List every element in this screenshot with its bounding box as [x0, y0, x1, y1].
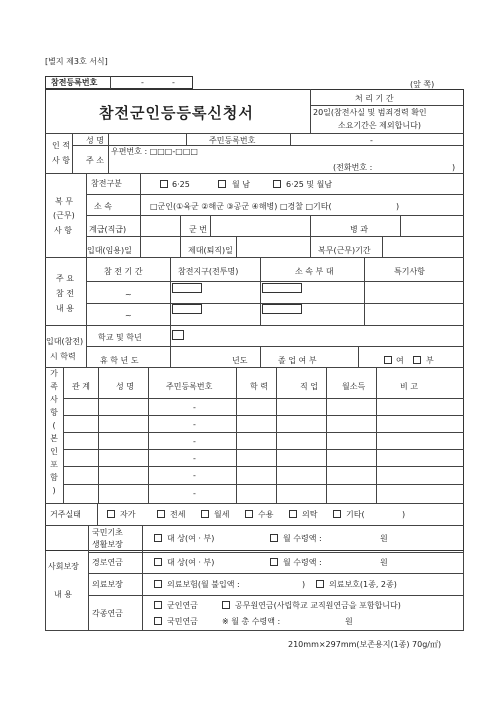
unit-code-boxes[interactable]	[262, 304, 302, 314]
graduation-label: 졸 업 여 부	[278, 356, 317, 365]
participation-header: 특기사항	[394, 267, 425, 276]
residence-close: )	[402, 510, 406, 519]
address-label: 주 소	[86, 156, 104, 165]
personal-section-label: 인 적	[52, 141, 70, 150]
elderly-amount-checkbox[interactable]	[270, 558, 278, 566]
participation-section-label: 주 요	[56, 274, 74, 283]
military-pension-checkbox[interactable]	[154, 601, 162, 609]
graduated-no-checkbox[interactable]	[413, 356, 421, 364]
residence-dependent-checkbox[interactable]	[289, 510, 297, 518]
residence-facility-checkbox[interactable]	[245, 510, 253, 518]
service-period-label: 복무(근무)기간	[318, 246, 371, 255]
participation-header: 소 속 부 대	[295, 267, 334, 276]
year-label: 년도	[232, 356, 248, 365]
affiliation-close: )	[396, 202, 400, 211]
participation-header: 참전지구(전투명)	[178, 267, 239, 276]
service-category-label: 참전구분	[91, 179, 122, 188]
family-rrn-dash: -	[193, 437, 196, 446]
family-rrn-dash: -	[193, 489, 196, 498]
rrn-label: 주민등록번호	[209, 136, 256, 145]
participation-section-label: 참 전	[56, 289, 74, 298]
family-header: 주민등록번호	[166, 382, 213, 391]
name-field[interactable]	[109, 134, 185, 143]
family-section-label: 가 족 사 항 ( 본 인 포 함 )	[50, 369, 58, 495]
family-header: 학 력	[250, 382, 268, 391]
residence-option: 월세	[214, 510, 230, 519]
basic-target-checkbox[interactable]	[154, 534, 162, 542]
affiliation-label: 소 속	[94, 202, 112, 211]
category-option: 6·25	[172, 180, 190, 189]
processing-period-label: 처 리 기 간	[355, 94, 394, 103]
residence-option: 자가	[120, 510, 136, 519]
school-code-box[interactable]	[172, 330, 184, 340]
medical-insurance-checkbox[interactable]	[154, 580, 162, 588]
basic-living-label: 생활보장	[92, 540, 123, 549]
rrn-dash: -	[370, 136, 373, 145]
family-header: 직 업	[300, 382, 318, 391]
elderly-won: 원	[380, 558, 388, 567]
leave-year-label: 휴 학 년 도	[100, 356, 139, 365]
period-tilde: ~	[125, 311, 132, 320]
participation-section-label: 내 용	[56, 304, 74, 313]
residence-monthly-checkbox[interactable]	[201, 510, 209, 518]
paper-spec-footer: 210mm×297mm(보존용지(1종) 70g/㎡)	[288, 640, 442, 649]
basic-living-label: 국민기초	[92, 528, 123, 537]
service-number-label: 군 번	[189, 225, 207, 234]
residence-own-checkbox[interactable]	[107, 510, 115, 518]
medical-aid-label: 의료보호(1종, 2종)	[329, 580, 397, 589]
residence-label: 거주실태	[50, 510, 81, 519]
personal-section-label: 사 항	[52, 156, 70, 165]
district-code-boxes[interactable]	[172, 283, 202, 293]
civil-pension-label: 공무원연금(사립학교 교직원연금을 포함합니다)	[235, 601, 401, 610]
registration-number-dash: -	[172, 78, 175, 87]
family-header: 성 명	[116, 382, 134, 391]
postal-code-field[interactable]: 우편번호 : □□□-□□□	[111, 147, 198, 156]
page-side-label: (앞 쪽)	[410, 80, 435, 89]
checkbox-vietnam[interactable]	[218, 180, 226, 188]
enlist-date-label: 입대(임용)일	[87, 246, 132, 255]
form-title: 참전군인등등록신청서	[99, 104, 254, 122]
residence-other-checkbox[interactable]	[333, 510, 341, 518]
basic-target-label: 대 상(여 · 부)	[167, 534, 215, 543]
unit-code-boxes[interactable]	[262, 283, 302, 293]
pension-label: 각종연금	[92, 609, 123, 618]
national-pension-label: 국민연금	[167, 617, 198, 626]
category-option: 월 남	[232, 180, 250, 189]
phone-close: )	[452, 163, 456, 172]
checkbox-both[interactable]	[273, 180, 281, 188]
medical-insurance-label: 의료보험(월 불입액 :	[167, 580, 240, 589]
category-option: 6·25 및 월남	[286, 180, 333, 189]
education-section-label: 입대(참전)	[46, 337, 84, 346]
residence-jeonse-checkbox[interactable]	[157, 510, 165, 518]
elderly-pension-label: 경로연금	[92, 558, 123, 567]
processing-period-line2: 소요기간은 제외합니다)	[338, 121, 421, 130]
registration-number-label: 참전등록번호	[51, 78, 98, 87]
affiliation-options[interactable]: □군인(①육군 ②해군 ③공군 ④해병) □경찰 □기타(	[150, 202, 332, 211]
national-pension-checkbox[interactable]	[154, 617, 162, 625]
form-number-label: [별지 제3호 서식]	[45, 57, 108, 66]
discharge-date-label: 제대(퇴직)일	[188, 246, 233, 255]
service-section-label: (근무)	[53, 211, 75, 220]
elderly-target-checkbox[interactable]	[154, 558, 162, 566]
residence-option: 의탁	[302, 510, 318, 519]
family-header: 비 고	[400, 382, 418, 391]
processing-period-line1: 20일(참전사실 및 범죄경력 확인	[313, 108, 427, 117]
basic-amount-checkbox[interactable]	[270, 534, 278, 542]
medical-label: 의료보장	[92, 580, 123, 589]
residence-option: 전세	[170, 510, 186, 519]
basic-amount-label: 월 수령액 :	[283, 534, 322, 543]
school-label: 학교 및 학년	[98, 333, 142, 342]
service-section-label: 사 항	[54, 226, 72, 235]
checkbox-625[interactable]	[160, 180, 168, 188]
name-label: 성 명	[86, 136, 104, 145]
medical-aid-checkbox[interactable]	[316, 580, 324, 588]
participation-header: 참 전 기 간	[104, 267, 143, 276]
military-pension-label: 군인연금	[167, 601, 198, 610]
elderly-target-label: 대 상(여 · 부)	[167, 558, 215, 567]
residence-option: 수용	[258, 510, 274, 519]
graduated-yes-label: 여	[396, 356, 404, 365]
graduated-yes-checkbox[interactable]	[384, 356, 392, 364]
residence-option: 기타(	[346, 510, 365, 519]
basic-won: 원	[380, 534, 388, 543]
graduated-no-label: 부	[426, 356, 434, 365]
family-rrn-dash: -	[193, 403, 196, 412]
service-section-label: 복 무	[55, 197, 73, 206]
registration-number-dash: -	[141, 78, 144, 87]
family-header: 관 계	[72, 382, 90, 391]
education-section-label: 시 학력	[50, 352, 76, 361]
welfare-section-label: 내 용	[54, 590, 72, 599]
branch-label: 병 과	[350, 225, 368, 234]
pension-won: 원	[345, 617, 353, 626]
medical-insurance-close: )	[302, 580, 306, 589]
family-rrn-dash: -	[193, 454, 196, 463]
district-code-boxes[interactable]	[172, 304, 202, 314]
period-tilde: ~	[125, 290, 132, 299]
civil-pension-checkbox[interactable]	[222, 601, 230, 609]
rank-label: 계급(직급)	[89, 225, 127, 234]
family-rrn-dash: -	[193, 420, 196, 429]
elderly-amount-label: 월 수령액 :	[283, 558, 322, 567]
family-rrn-dash: -	[193, 471, 196, 480]
welfare-section-label: 사회보장	[48, 562, 79, 571]
family-header: 월소득	[342, 382, 366, 391]
phone-field[interactable]: (전화번호 :	[333, 163, 373, 172]
pension-total-label: ※ 월 총 수령액 :	[222, 617, 281, 626]
